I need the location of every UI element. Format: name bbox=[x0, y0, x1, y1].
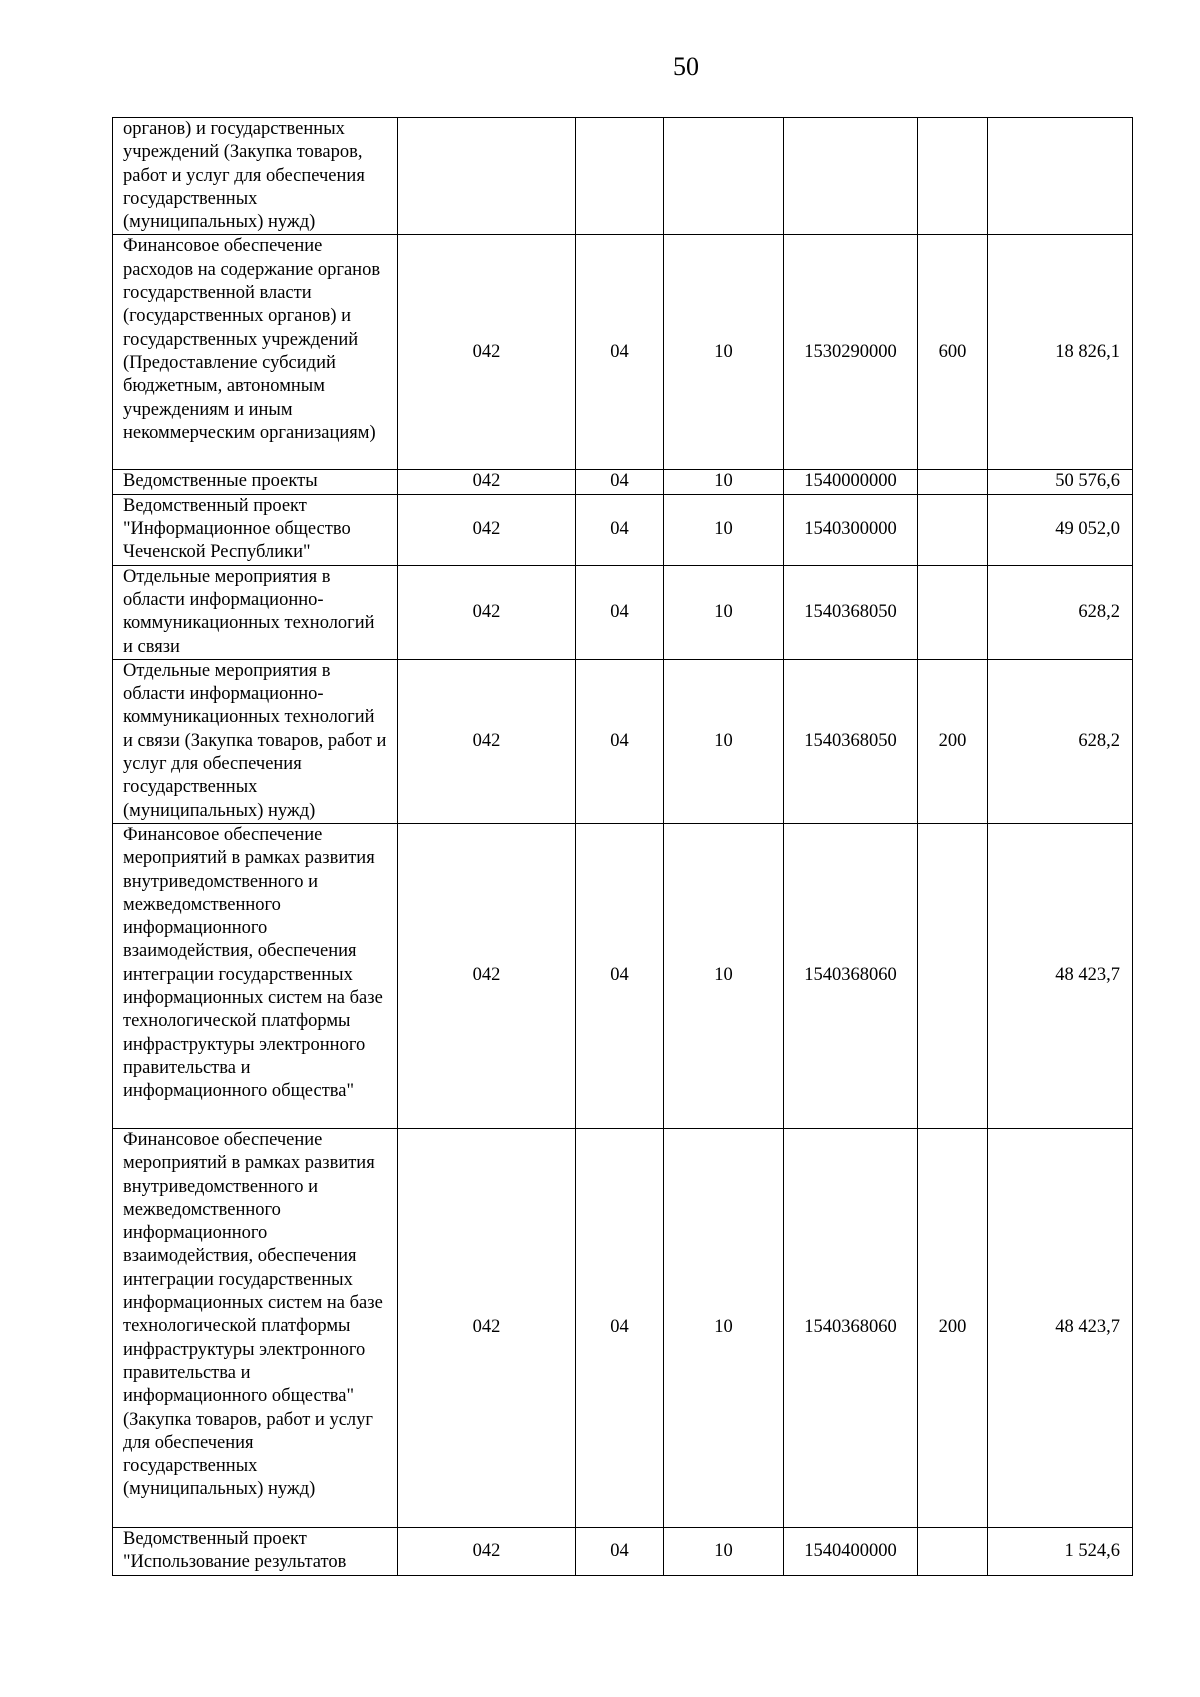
table-row bbox=[113, 565, 1133, 659]
row-name: Ведомственный проект "Использование результатов bbox=[113, 1527, 398, 1575]
row-amount: 48 423,7 bbox=[988, 1128, 1133, 1527]
row-name: Ведомственный проект "Информационное общество Чеченской Республики" bbox=[113, 494, 398, 565]
row-expense-type bbox=[918, 470, 988, 494]
row-target: 1540400000 bbox=[784, 1527, 918, 1575]
row-amount: 628,2 bbox=[988, 659, 1133, 823]
row-ministry: 042 bbox=[398, 470, 576, 494]
row-subsection: 10 bbox=[664, 1128, 784, 1527]
table-row bbox=[113, 659, 1133, 823]
table-row bbox=[113, 235, 1133, 470]
row-amount: 49 052,0 bbox=[988, 494, 1133, 565]
row-expense-type bbox=[918, 1527, 988, 1575]
table-row bbox=[113, 494, 1133, 565]
row-subsection: 10 bbox=[664, 494, 784, 565]
row-ministry: 042 bbox=[398, 823, 576, 1128]
row-amount: 50 576,6 bbox=[988, 470, 1133, 494]
row-section: 04 bbox=[576, 565, 664, 659]
row-target: 1540368060 bbox=[784, 1128, 918, 1527]
row-target: 1540000000 bbox=[784, 470, 918, 494]
row-section: 04 bbox=[576, 1527, 664, 1575]
table-row bbox=[113, 470, 1133, 494]
row-subsection: 10 bbox=[664, 1527, 784, 1575]
row-target bbox=[784, 118, 918, 235]
row-target: 1540368060 bbox=[784, 823, 918, 1128]
row-amount: 18 826,1 bbox=[988, 235, 1133, 470]
row-section: 04 bbox=[576, 659, 664, 823]
row-expense-type bbox=[918, 565, 988, 659]
row-ministry: 042 bbox=[398, 1128, 576, 1527]
row-section bbox=[576, 118, 664, 235]
row-amount: 1 524,6 bbox=[988, 1527, 1133, 1575]
table-row bbox=[113, 118, 1133, 235]
row-ministry: 042 bbox=[398, 1527, 576, 1575]
table-row bbox=[113, 1527, 1133, 1575]
row-subsection: 10 bbox=[664, 235, 784, 470]
row-amount: 628,2 bbox=[988, 565, 1133, 659]
row-name: Отдельные мероприятия в области информационно-коммуникационных технологий и связи bbox=[113, 565, 398, 659]
row-expense-type bbox=[918, 118, 988, 235]
row-target: 1540300000 bbox=[784, 494, 918, 565]
row-ministry: 042 bbox=[398, 494, 576, 565]
row-target: 1540368050 bbox=[784, 565, 918, 659]
row-target: 1540368050 bbox=[784, 659, 918, 823]
row-subsection bbox=[664, 118, 784, 235]
row-subsection: 10 bbox=[664, 565, 784, 659]
row-section: 04 bbox=[576, 823, 664, 1128]
row-name: Отдельные мероприятия в области информационно-коммуникационных технологий и связи (Закупка товаров, работ и услуг для обеспечения государственных (муниципальных) нужд) bbox=[113, 659, 398, 823]
row-name: органов) и государственных учреждений (Закупка товаров, работ и услуг для обеспечения государственных (муниципальных) нужд) bbox=[113, 118, 398, 235]
row-section: 04 bbox=[576, 470, 664, 494]
row-expense-type: 200 bbox=[918, 659, 988, 823]
row-name: Финансовое обеспечение мероприятий в рамках развития внутриведомственного и межведомственного информационного взаимодействия, обеспечения интеграции государственных информационных систем на базе технологической платформы инфраструктуры электронного правительства и информационного общества" (Закупка товаров, работ и услуг для обеспечения государственных (муниципальных) нужд) bbox=[113, 1128, 398, 1527]
row-expense-type: 600 bbox=[918, 235, 988, 470]
row-name: Финансовое обеспечение расходов на содержание органов государственной власти (государственных органов) и государственных учреждений (Предоставление субсидий бюджетным, автономным учреждениям и иным некоммерческим организациям) bbox=[113, 235, 398, 470]
row-target: 1530290000 bbox=[784, 235, 918, 470]
row-section: 04 bbox=[576, 1128, 664, 1527]
row-subsection: 10 bbox=[664, 470, 784, 494]
row-amount bbox=[988, 118, 1133, 235]
row-ministry: 042 bbox=[398, 235, 576, 470]
row-ministry: 042 bbox=[398, 565, 576, 659]
row-subsection: 10 bbox=[664, 823, 784, 1128]
row-subsection: 10 bbox=[664, 659, 784, 823]
row-section: 04 bbox=[576, 235, 664, 470]
row-expense-type bbox=[918, 494, 988, 565]
row-name: Финансовое обеспечение мероприятий в рамках развития внутриведомственного и межведомственного информационного взаимодействия, обеспечения интеграции государственных информационных систем на базе технологической платформы инфраструктуры электронного правительства и информационного общества" bbox=[113, 823, 398, 1128]
row-ministry bbox=[398, 118, 576, 235]
row-amount: 48 423,7 bbox=[988, 823, 1133, 1128]
row-name: Ведомственные проекты bbox=[113, 470, 398, 494]
table-row bbox=[113, 1128, 1133, 1527]
page-number: 50 bbox=[673, 52, 699, 81]
table-row bbox=[113, 823, 1133, 1128]
row-expense-type bbox=[918, 823, 988, 1128]
budget-table bbox=[112, 117, 1133, 1576]
row-section: 04 bbox=[576, 494, 664, 565]
row-expense-type: 200 bbox=[918, 1128, 988, 1527]
row-ministry: 042 bbox=[398, 659, 576, 823]
